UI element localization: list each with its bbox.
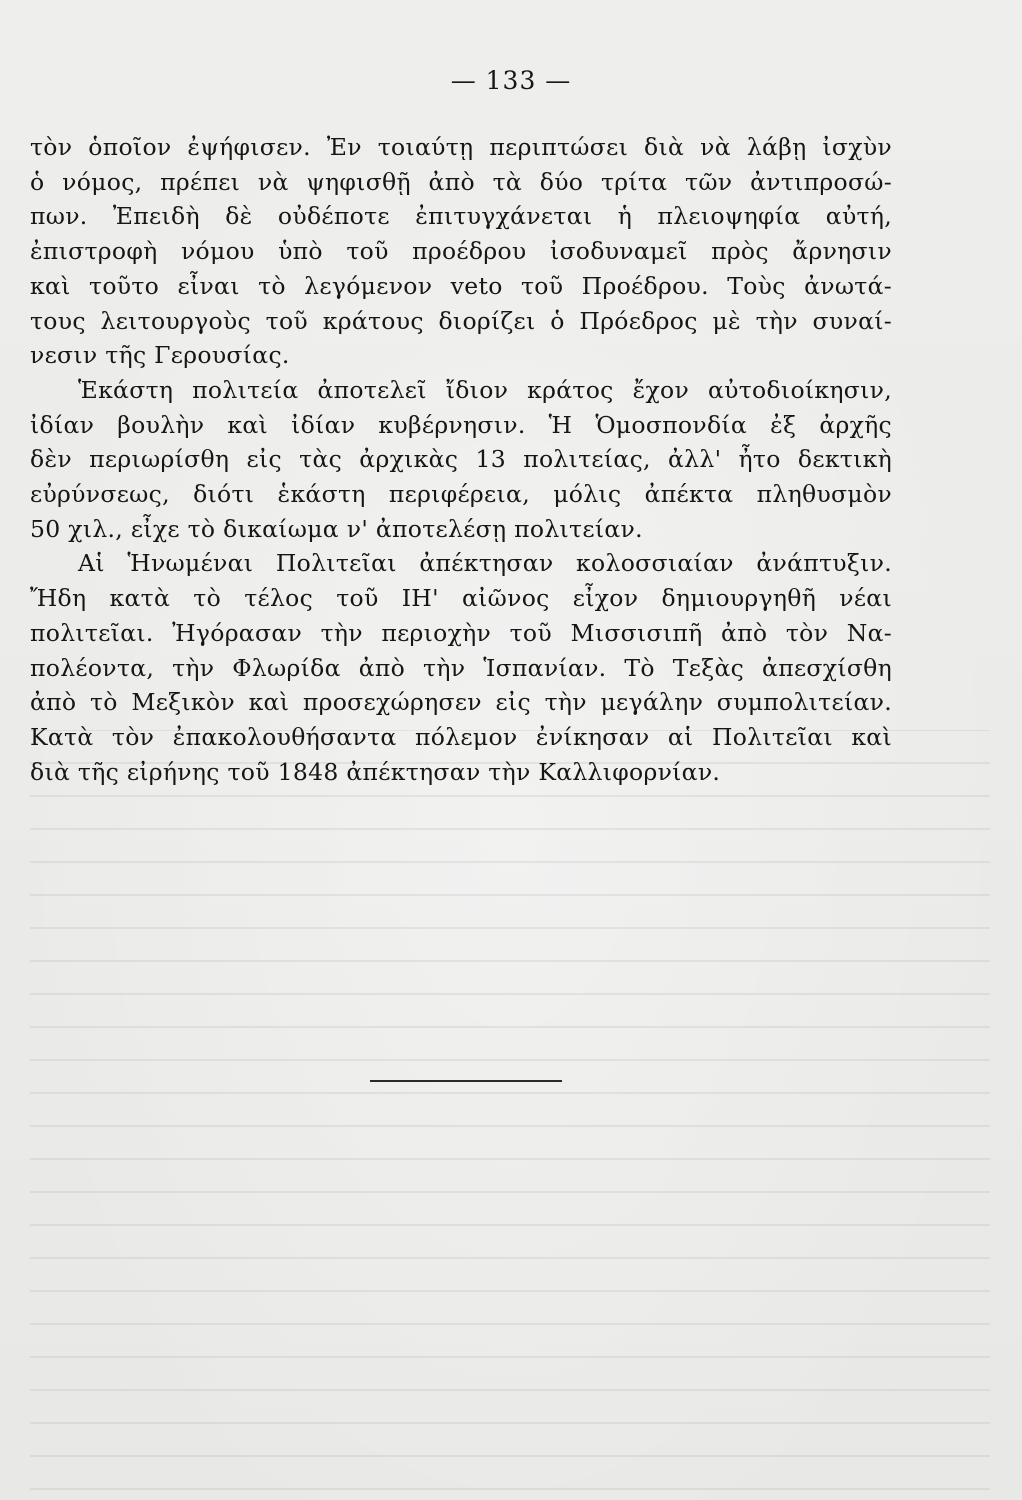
text-line: ἐπιστροφὴ νόμου ὑπὸ τοῦ προέδρου ἰσοδυναμεῖ πρὸς ἄρνησιν <box>30 237 892 266</box>
text-line: εὐρύνσεως, διότι ἑκάστη περιφέρεια, μόλις ἀπέκτα πληθυσμὸν <box>30 480 892 509</box>
paragraph-2 <box>30 373 892 547</box>
section-divider-rule <box>370 1080 562 1082</box>
text-line: Ἑκάστη πολιτεία ἀποτελεῖ ἴδιον κράτος ἔχον αὐτοδιοίκησιν, <box>78 375 892 404</box>
text-line: πολέοντα, τὴν Φλωρίδα ἀπὸ τὴν Ἱσπανίαν. Τὸ Τεξὰς ἀπεσχίσθη <box>30 653 892 682</box>
show-through-texture <box>30 730 990 1490</box>
text-line: πολιτεῖαι. Ἠγόρασαν τὴν περιοχὴν τοῦ Μισσισιπῆ ἀπὸ τὸν Να- <box>30 618 892 647</box>
text-line: Αἱ Ἡνωμέναι Πολιτεῖαι ἀπέκτησαν κολοσσιαίαν ἀνάπτυξιν. <box>78 549 892 578</box>
text-line: Κατὰ τὸν ἐπακολουθήσαντα πόλεμον ἐνίκησαν αἱ Πολιτεῖαι καὶ <box>30 722 892 751</box>
text-line: δὲν περιωρίσθη εἰς τὰς ἀρχικὰς 13 πολιτείας, ἀλλ' ἦτο δεκτικὴ <box>30 445 892 474</box>
body-text <box>30 130 892 789</box>
text-line: ἀπὸ τὸ Μεξικὸν καὶ προσεχώρησεν εἰς τὴν μεγάλην συμπολιτείαν. <box>30 688 892 717</box>
text-line: Ἤδη κατὰ τὸ τέλος τοῦ ΙΗ' αἰῶνος εἶχον δημιουργηθῆ νέαι <box>30 584 892 613</box>
text-line: τὸν ὁποῖον ἐψήφισεν. Ἐν τοιαύτῃ περιπτώσει διὰ νὰ λάβῃ ἰσχὺν <box>30 133 892 161</box>
text-line: διὰ τῆς εἰρήνης τοῦ 1848 ἀπέκτησαν τὴν Καλλιφορνίαν. <box>30 757 721 786</box>
text-line: ἰδίαν βουλὴν καὶ ἰδίαν κυβέρνησιν. Ἡ Ὁμοσπονδία ἐξ ἀρχῆς <box>30 410 892 439</box>
paragraph-3 <box>30 546 892 789</box>
paragraph-1 <box>30 130 892 373</box>
page-number: — 133 — <box>450 66 572 95</box>
text-line: 50 χιλ., εἶχε τὸ δικαίωμα ν' ἀποτελέσῃ πολιτείαν. <box>30 514 643 543</box>
text-line: νεσιν τῆς Γερουσίας. <box>30 341 290 370</box>
text-line: καὶ τοῦτο εἶναι τὸ λεγόμενον veto τοῦ Προέδρου. Τοὺς ἀνωτά- <box>30 271 892 300</box>
text-line: τους λειτουργοὺς τοῦ κράτους διορίζει ὁ Πρόεδρος μὲ τὴν συναί- <box>30 306 892 335</box>
text-line: πων. Ἐπειδὴ δὲ οὐδέποτε ἐπιτυγχάνεται ἡ πλειοψηφία αὐτή, <box>30 202 892 231</box>
text-line: ὁ νόμος, πρέπει νὰ ψηφισθῇ ἀπὸ τὰ δύο τρίτα τῶν ἀντιπροσώ- <box>30 167 892 196</box>
